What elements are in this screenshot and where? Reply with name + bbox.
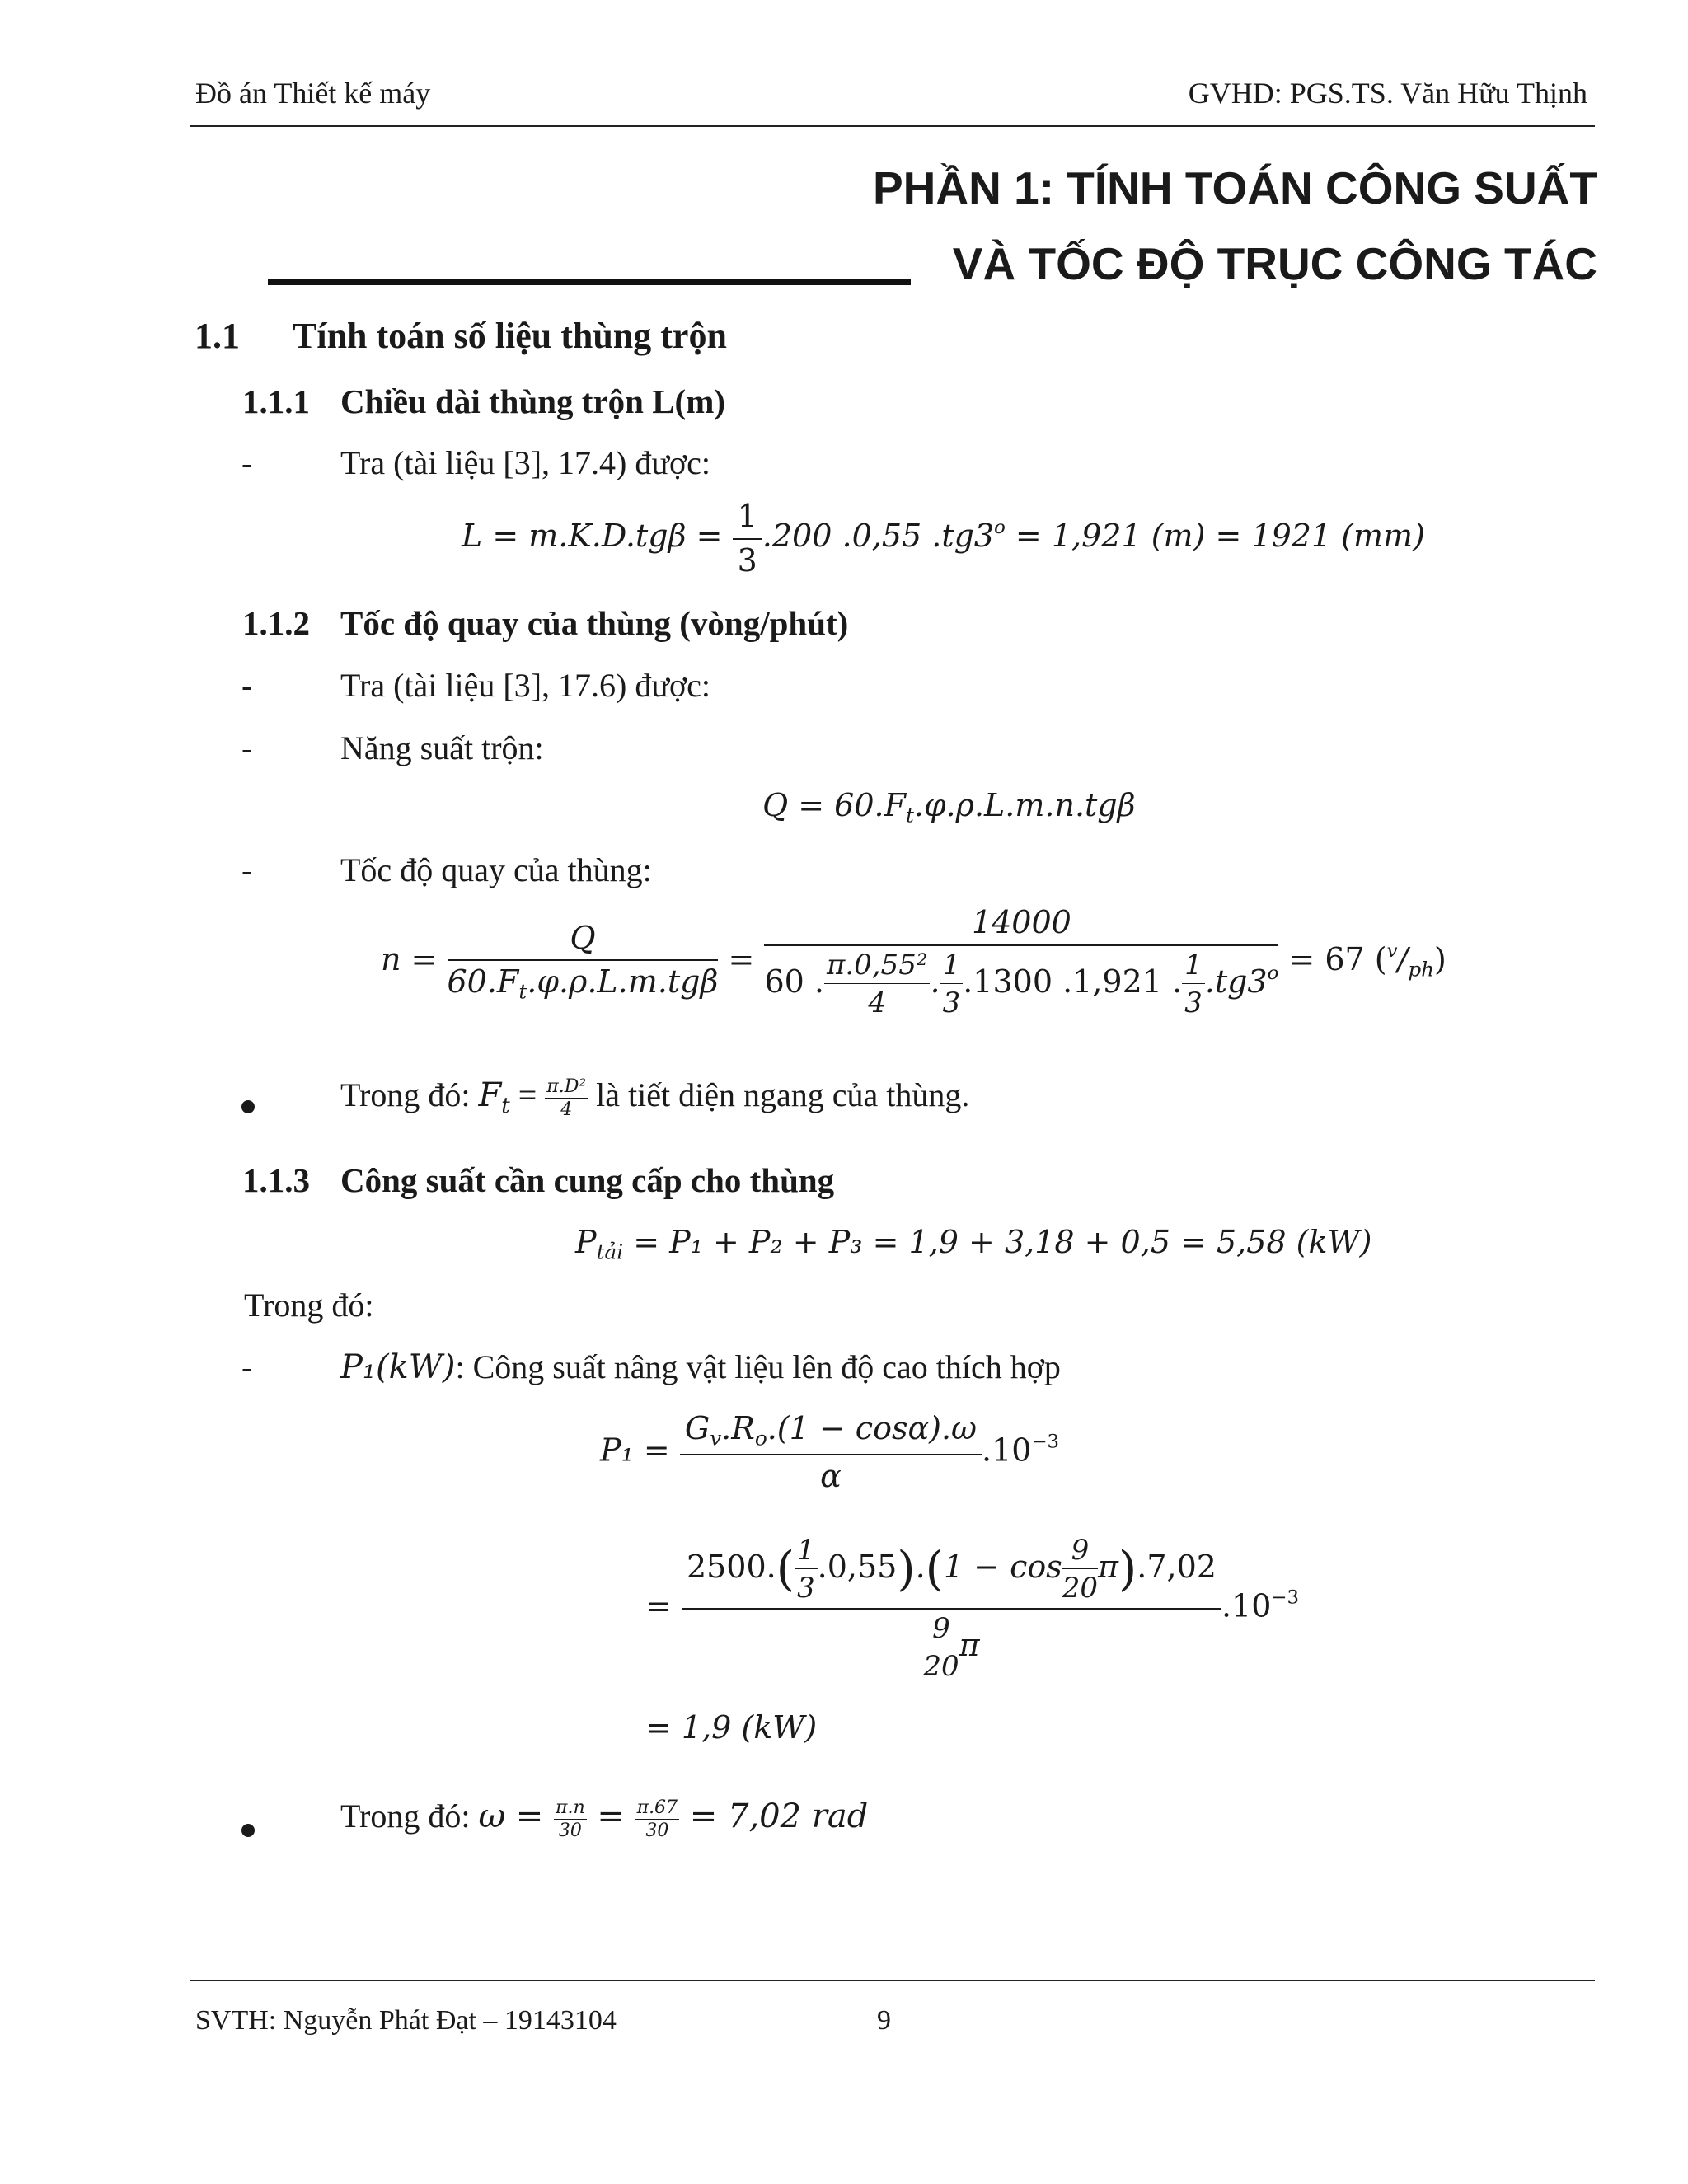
formula-p1-result: = 1,9 (kW) xyxy=(645,1709,818,1746)
paragraph-text: P₁(kW): Công suất nâng vật liệu lên độ cao thích hợp xyxy=(340,1348,1061,1386)
paragraph-text: Tra (tài liệu [3], 17.4) được: xyxy=(340,444,711,481)
subsection-number: 1.1.2 xyxy=(242,604,310,642)
list-dash: - xyxy=(241,667,253,704)
paragraph-text: Tra (tài liệu [3], 17.6) được: xyxy=(340,667,711,704)
paragraph-text: Tốc độ quay của thùng: xyxy=(340,851,652,888)
paragraph-text: Trong đó: xyxy=(244,1286,374,1324)
formula-capacity: $Q = 60.F_t.\varphi.\rho.L.m.n.tg\beta$ xyxy=(762,787,1136,827)
section-title: Tính toán số liệu thùng trộn xyxy=(293,316,727,356)
list-dash: - xyxy=(241,444,253,481)
header-rule xyxy=(190,125,1595,127)
subsection-number: 1.1.3 xyxy=(242,1161,310,1199)
page-number: 9 xyxy=(877,2005,891,2036)
formula-total-power: $P_{tải} = P_1 + P_2 + P_3 = 1,9 + 3,18 + 0,5 = 5,58$ (kW) xyxy=(575,1224,1372,1264)
paragraph-text: Năng suất trộn: xyxy=(340,729,544,766)
bullet-text: Trong đó: ω = $\frac{\pi.n}{30}$ = $\frac{\pi.67}{30}$ = 7,02 rad xyxy=(340,1797,869,1842)
header-left: Đồ án Thiết kế máy xyxy=(195,77,431,110)
subsection-title: Công suất cần cung cấp cho thùng xyxy=(340,1161,835,1199)
formula-length: L = m.K.D.tgβ = $\frac{1}{3}$ .200 .0,55 $.tg3^o = 1,921$ (m) = 1921 (mm) xyxy=(462,498,1425,579)
bullet-text: Trong đó: $F_t$ = $\frac{\text{π.D²}}{4}$ là tiết diện ngang của thùng. xyxy=(340,1076,970,1121)
subsection-title: Chiều dài thùng trộn L(m) xyxy=(340,382,726,420)
subsection-number: 1.1.1 xyxy=(242,382,310,420)
chapter-title-line1: PHẦN 1: TÍNH TOÁN CÔNG SUẤT xyxy=(872,162,1597,213)
chapter-title-line2: VÀ TỐC ĐỘ TRỤC CÔNG TÁC xyxy=(952,238,1597,289)
footer-rule xyxy=(190,1980,1595,1981)
list-dash: - xyxy=(241,851,253,888)
list-dash: - xyxy=(241,1348,253,1385)
section-number: 1.1 xyxy=(195,316,240,356)
header-right: GVHD: PGS.TS. Văn Hữu Thịnh xyxy=(1188,77,1587,110)
bullet-dot xyxy=(241,1100,255,1113)
footer-author: SVTH: Nguyễn Phát Đạt – 19143104 xyxy=(195,2005,617,2036)
title-decorative-bar xyxy=(268,279,911,285)
subsection-title: Tốc độ quay của thùng (vòng/phút) xyxy=(340,604,849,642)
formula-p1-substituted: = 2500.( $\frac{1}{3}$ .0,55).(1 − cos $\frac{9}{20}$ π).7,02 $\frac{9}{20}$ π $.10^{-3}$ xyxy=(645,1534,1300,1684)
formula-speed: n = $\frac{Q}{60.F_t.\varphi.\rho.L.m.tg\beta}$ = 14000 60 . $\frac{\text{π.0,55²}}{4}$ . $\frac{1}{3}$ .1300 .1,921 . $\frac{1}{3}$ .tg3$^o$ = 67 $(^v/_{ph})$ xyxy=(381,904,1447,1019)
list-dash: - xyxy=(241,729,253,766)
bullet-dot xyxy=(241,1824,255,1837)
formula-p1: P₁ = $\frac{G_v.R_o.(1 - \cos\alpha).\omega}{\alpha}$ $.10^{-3}$ xyxy=(600,1410,1060,1494)
